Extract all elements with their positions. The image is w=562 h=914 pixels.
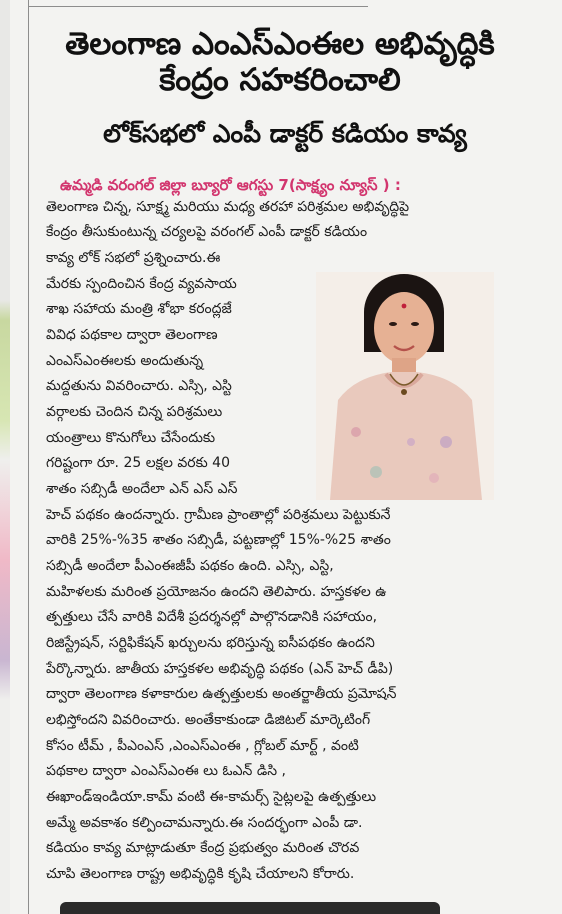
body-line: మహిళలకు మరింత ప్రయోజనం ఉందని తెలిపారు. హస్తకళల ఉ xyxy=(46,584,387,600)
portrait-illustration xyxy=(316,272,494,500)
body-line: యంత్రాలు కొనుగోలు చేసేందుకు xyxy=(46,430,216,446)
body-line: శాఖ సహాయ మంత్రి శోభా కరంద్లజే xyxy=(46,301,232,317)
body-line: వివిధ పథకాల ద్వారా తెలంగాణ xyxy=(46,327,218,343)
body-line: మేరకు స్పందించిన కేంద్ర వ్యవసాయ xyxy=(46,276,237,292)
next-headline-cutoff xyxy=(60,900,440,914)
body-line: పథకాల ద్వారా ఎంఎస్ఎంఈ లు ఓఎన్ డిసి , xyxy=(46,763,286,779)
headline-line-1: తెలంగాణ ఎంఎస్ఎంఈల అభివృద్ధికి xyxy=(65,26,495,62)
body-line: ఈఖాండ్ఇండియా.కామ్ వంటి ఈ-కామర్స్ సైట్లలపై ఉత్పత్తులు xyxy=(46,789,377,805)
body-line: వర్గాలకు చెందిన చిన్న పరిశ్రమలు xyxy=(46,404,223,420)
column-divider xyxy=(28,0,29,914)
headline-line-2: కేంద్రం సహకరించాలి xyxy=(159,62,401,98)
body-line: రిజిస్ట్రేషన్, సర్టిఫికేషన్ ఖర్చులను భరిస్తున్న ఐసీపథకం ఉందని xyxy=(46,635,375,651)
body-line: తెలంగాణ చిన్న, సూక్ష్మ మరియు మధ్య తరహా పరిశ్రమల అభివృద్ధిపై xyxy=(46,199,410,215)
body-line: మద్దతును వివరించారు. ఎస్సి, ఎస్టి xyxy=(46,378,232,394)
top-divider xyxy=(28,6,368,7)
body-line: వారికి 25%-%35 శాతం సబ్సిడీ, పట్టణాల్లో 15%-%25 శాతం xyxy=(46,532,391,548)
body-line: సబ్సిడీ అందేలా పీఎంఈజీపీ పథకం ఉంది. ఎస్సి, ఎస్టి, xyxy=(46,558,334,574)
body-line: త్పత్తులు చేసే వారికి విదేశీ ప్రదర్శనల్లో పాల్గొనడానికి సహాయం, xyxy=(46,609,378,625)
body-line: పేర్కొన్నారు. జాతీయ హస్తకళల అభివృద్ధి పథకం (ఎన్ హెచ్ డీపి) xyxy=(46,661,394,677)
body-line: ద్వారా తెలంగాణ కళాకారుల ఉత్పత్తులకు అంతర్జాతీయ ప్రమోషన్ xyxy=(46,686,397,702)
body-line: హెచ్ పథకం ఉందన్నారు. గ్రామీణ ప్రాంతాల్లో పరిశ్రమలు పెట్టుకునే xyxy=(46,507,391,523)
subheadline: లోక్‌సభలో ఎంపీ డాక్టర్ కడియం కావ్య xyxy=(103,119,467,148)
body-line: చూపి తెలంగాణ రాష్ట్ర అభివృద్ధికి కృషి చేయాలని కోరారు. xyxy=(46,866,355,882)
body-line: లభిస్తోందని వివరించారు. అంతేకాకుండా డిజిటల్ మార్కెటింగ్ xyxy=(46,712,371,728)
body-line: కోసం టీమ్ , పీఎంఎస్ ,ఎంఎస్ఎంఈ , గ్లోబల్ మార్ట్ , వంటి xyxy=(46,738,359,754)
body-line: కావ్య లోక్ సభలో ప్రశ్నించారు.ఈ xyxy=(46,250,221,266)
body-line: శాతం సబ్సిడీ అందేలా ఎన్ ఎస్ ఎస్ xyxy=(46,481,238,497)
body-line: గరిష్టంగా రూ. 25 లక్షల వరకు 40 xyxy=(46,455,230,471)
mp-portrait-photo xyxy=(316,272,494,500)
body-line: కేంద్రం తీసుకుంటున్న చర్యలపై వరంగల్ ఎంపీ డాక్టర్ కడియం xyxy=(46,224,368,240)
body-line: అమ్మే అవకాశం కల్పించామన్నారు.ఈ సందర్భంగా ఎంపీ డా. xyxy=(46,815,363,831)
body-line: కడియం కావ్య మాట్లాడుతూ కేంద్ర ప్రభుత్వం మరింత చొరవ xyxy=(46,840,360,856)
adjacent-column-edge xyxy=(0,0,10,914)
body-line: ఎంఎస్ఎంఈలకు అందుతున్న xyxy=(46,353,204,369)
dateline: ఉమ్మడి వరంగల్ జిల్లా బ్యూరో ఆగస్టు 7(సాక్ష్యం న్యూస్ ) : xyxy=(60,176,401,194)
